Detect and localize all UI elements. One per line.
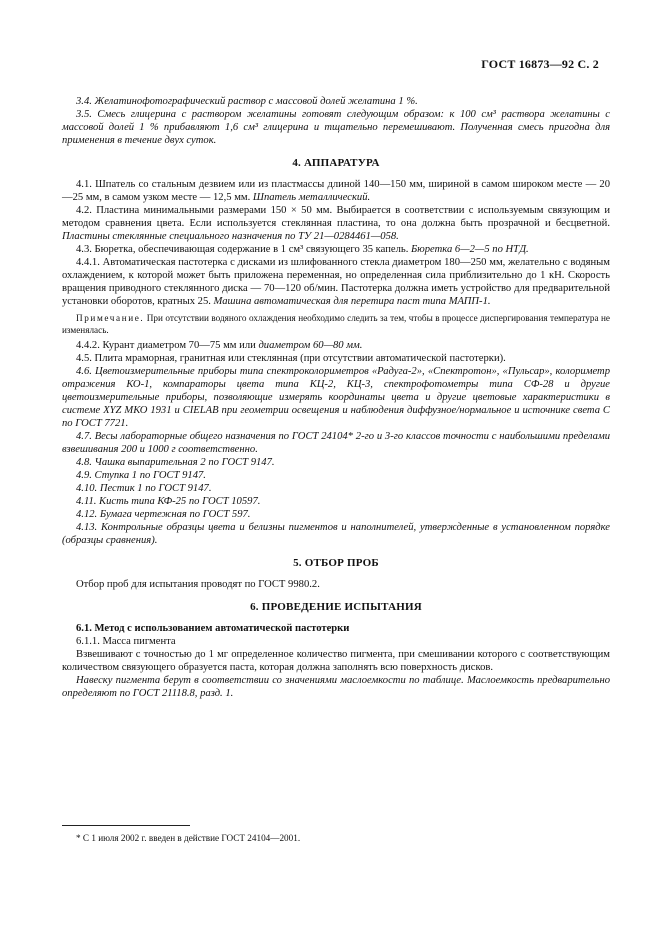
paragraph-4-10: 4.10. Пестик 1 по ГОСТ 9147. — [76, 483, 212, 494]
paragraph-4-9: 4.9. Ступка 1 по ГОСТ 9147. — [76, 470, 206, 481]
note: Примечание. При отсутствии водяного охлаждения необходимо следить за тем, чтобы в процессе диспергирования температура не изменялась. — [62, 313, 610, 335]
paragraph-6-1-1-text: Взвешивают с точностью до 1 мг определенное количество пигмента, при смешивании которого с соответствующим количеством связующего образуется паста, которая должна заполнять всю поверхность дисков. — [62, 649, 610, 673]
page-content — [62, 95, 610, 700]
paragraph-6-1-1: 6.1.1. Масса пигмента — [76, 636, 176, 647]
paragraph-4-2: 4.2. Пластина минимальными размерами 150 × 50 мм. Выбирается в соответствии с используемым связующим и методом сравнения цвета. Если используется стеклянная пластина, то она должна быть прозрачной и бесцветной. Пластины стеклянные специального назначения по ТУ 21—0284461—058. — [62, 205, 610, 242]
paragraph-6-1: 6.1. Метод с использованием автоматической пастотерки — [76, 623, 350, 634]
paragraph-4-5: 4.5. Плита мраморная, гранитная или стеклянная (при отсутствии автоматической пастотерки). — [76, 353, 506, 364]
section-4-heading: 4. АППАРАТУРА — [292, 157, 380, 169]
paragraph-3-5: 3.5. Смесь глицерина с раствором желатины готовят следующим образом: к 100 см³ раствора желатины с массовой долей 1 % прибавляют 1,6 см³ глицерина и тщательно перемешивают. Полученная смесь пригодна для применения в течение двух суток. — [62, 109, 610, 146]
paragraph-4-4-1: 4.4.1. Автоматическая пастотерка с дисками из шлифованного стекла диаметром 180—250 мм, желательно с водяным охлаждением, к которой может быть приложена переменная, но определенная сила приблизительно до 1 кН. Скорость вращения приводного стеклянного диска — 70—120 об/мин. Пастотерка должна иметь устройство для предварительной установки оборотов, кратных 25. Машина автоматическая для перетира паст типа МАПП-1. — [62, 257, 610, 307]
paragraph-4-7: 4.7. Весы лабораторные общего назначения по ГОСТ 24104* 2-го и 3-го классов точности с наибольшими пределами взвешивания 200 и 1000 г соответственно. — [62, 431, 610, 455]
paragraph-4-8: 4.8. Чашка выпарительная 2 по ГОСТ 9147. — [76, 457, 275, 468]
paragraph-4-3: 4.3. Бюретка, обеспечивающая содержание в 1 см³ связующего 35 капель. Бюретка 6—2—5 по НТД. — [76, 244, 529, 255]
page-header: ГОСТ 16873—92 С. 2 — [481, 57, 599, 71]
paragraph-5: Отбор проб для испытания проводят по ГОСТ 9980.2. — [76, 579, 320, 590]
paragraph-4-6: 4.6. Цветоизмерительные приборы типа спектроколориметров «Радуга-2», «Спектротон», «Пульсар», колориметр отражения КО-1, компараторы цвета типа КЦ-2, КЦ-3, спектрофотометры типа СФ-28 и другие цветоизмерительные приборы, позволяющие измерять координаты цвета и другие цветовые характеристики в системе XYZ МКО 1931 и CIELAB при геометрии освещения и наблюдения диффузное/нормальное и источнике света С по ГОСТ 7721. — [62, 366, 610, 429]
section-6-heading: 6. ПРОВЕДЕНИЕ ИСПЫТАНИЯ — [250, 601, 422, 613]
paragraph-4-11: 4.11. Кисть типа КФ-25 по ГОСТ 10597. — [76, 496, 261, 507]
paragraph-4-1: 4.1. Шпатель со стальным дезвием или из пластмассы длиной 140—150 мм, шириной в самом широком месте — 20—25 мм, в самом узком месте — 12,5 мм. Шпатель металлический. — [62, 179, 610, 203]
paragraph-4-13: 4.13. Контрольные образцы цвета и белизны пигментов и наполнителей, утвержденные в установленном порядке (образцы сравнения). — [62, 522, 610, 546]
paragraph-6-1-1-italic: Навеску пигмента берут в соответствии со значениями маслоемкости по таблице. Маслоемкость предварительно определяют по ГОСТ 21118.8, разд. 1. — [62, 675, 610, 699]
paragraph-4-12: 4.12. Бумага чертежная по ГОСТ 597. — [76, 509, 251, 520]
paragraph-3-4: 3.4. Желатинофотографический раствор с массовой долей желатина 1 %. — [76, 96, 418, 107]
footnote-divider — [62, 825, 190, 826]
section-5-heading: 5. ОТБОР ПРОБ — [293, 557, 379, 569]
footnote: * С 1 июля 2002 г. введен в действие ГОСТ 24104—2001. — [76, 833, 301, 843]
paragraph-4-4-2: 4.4.2. Курант диаметром 70—75 мм или диаметром 60—80 мм. — [76, 340, 363, 351]
